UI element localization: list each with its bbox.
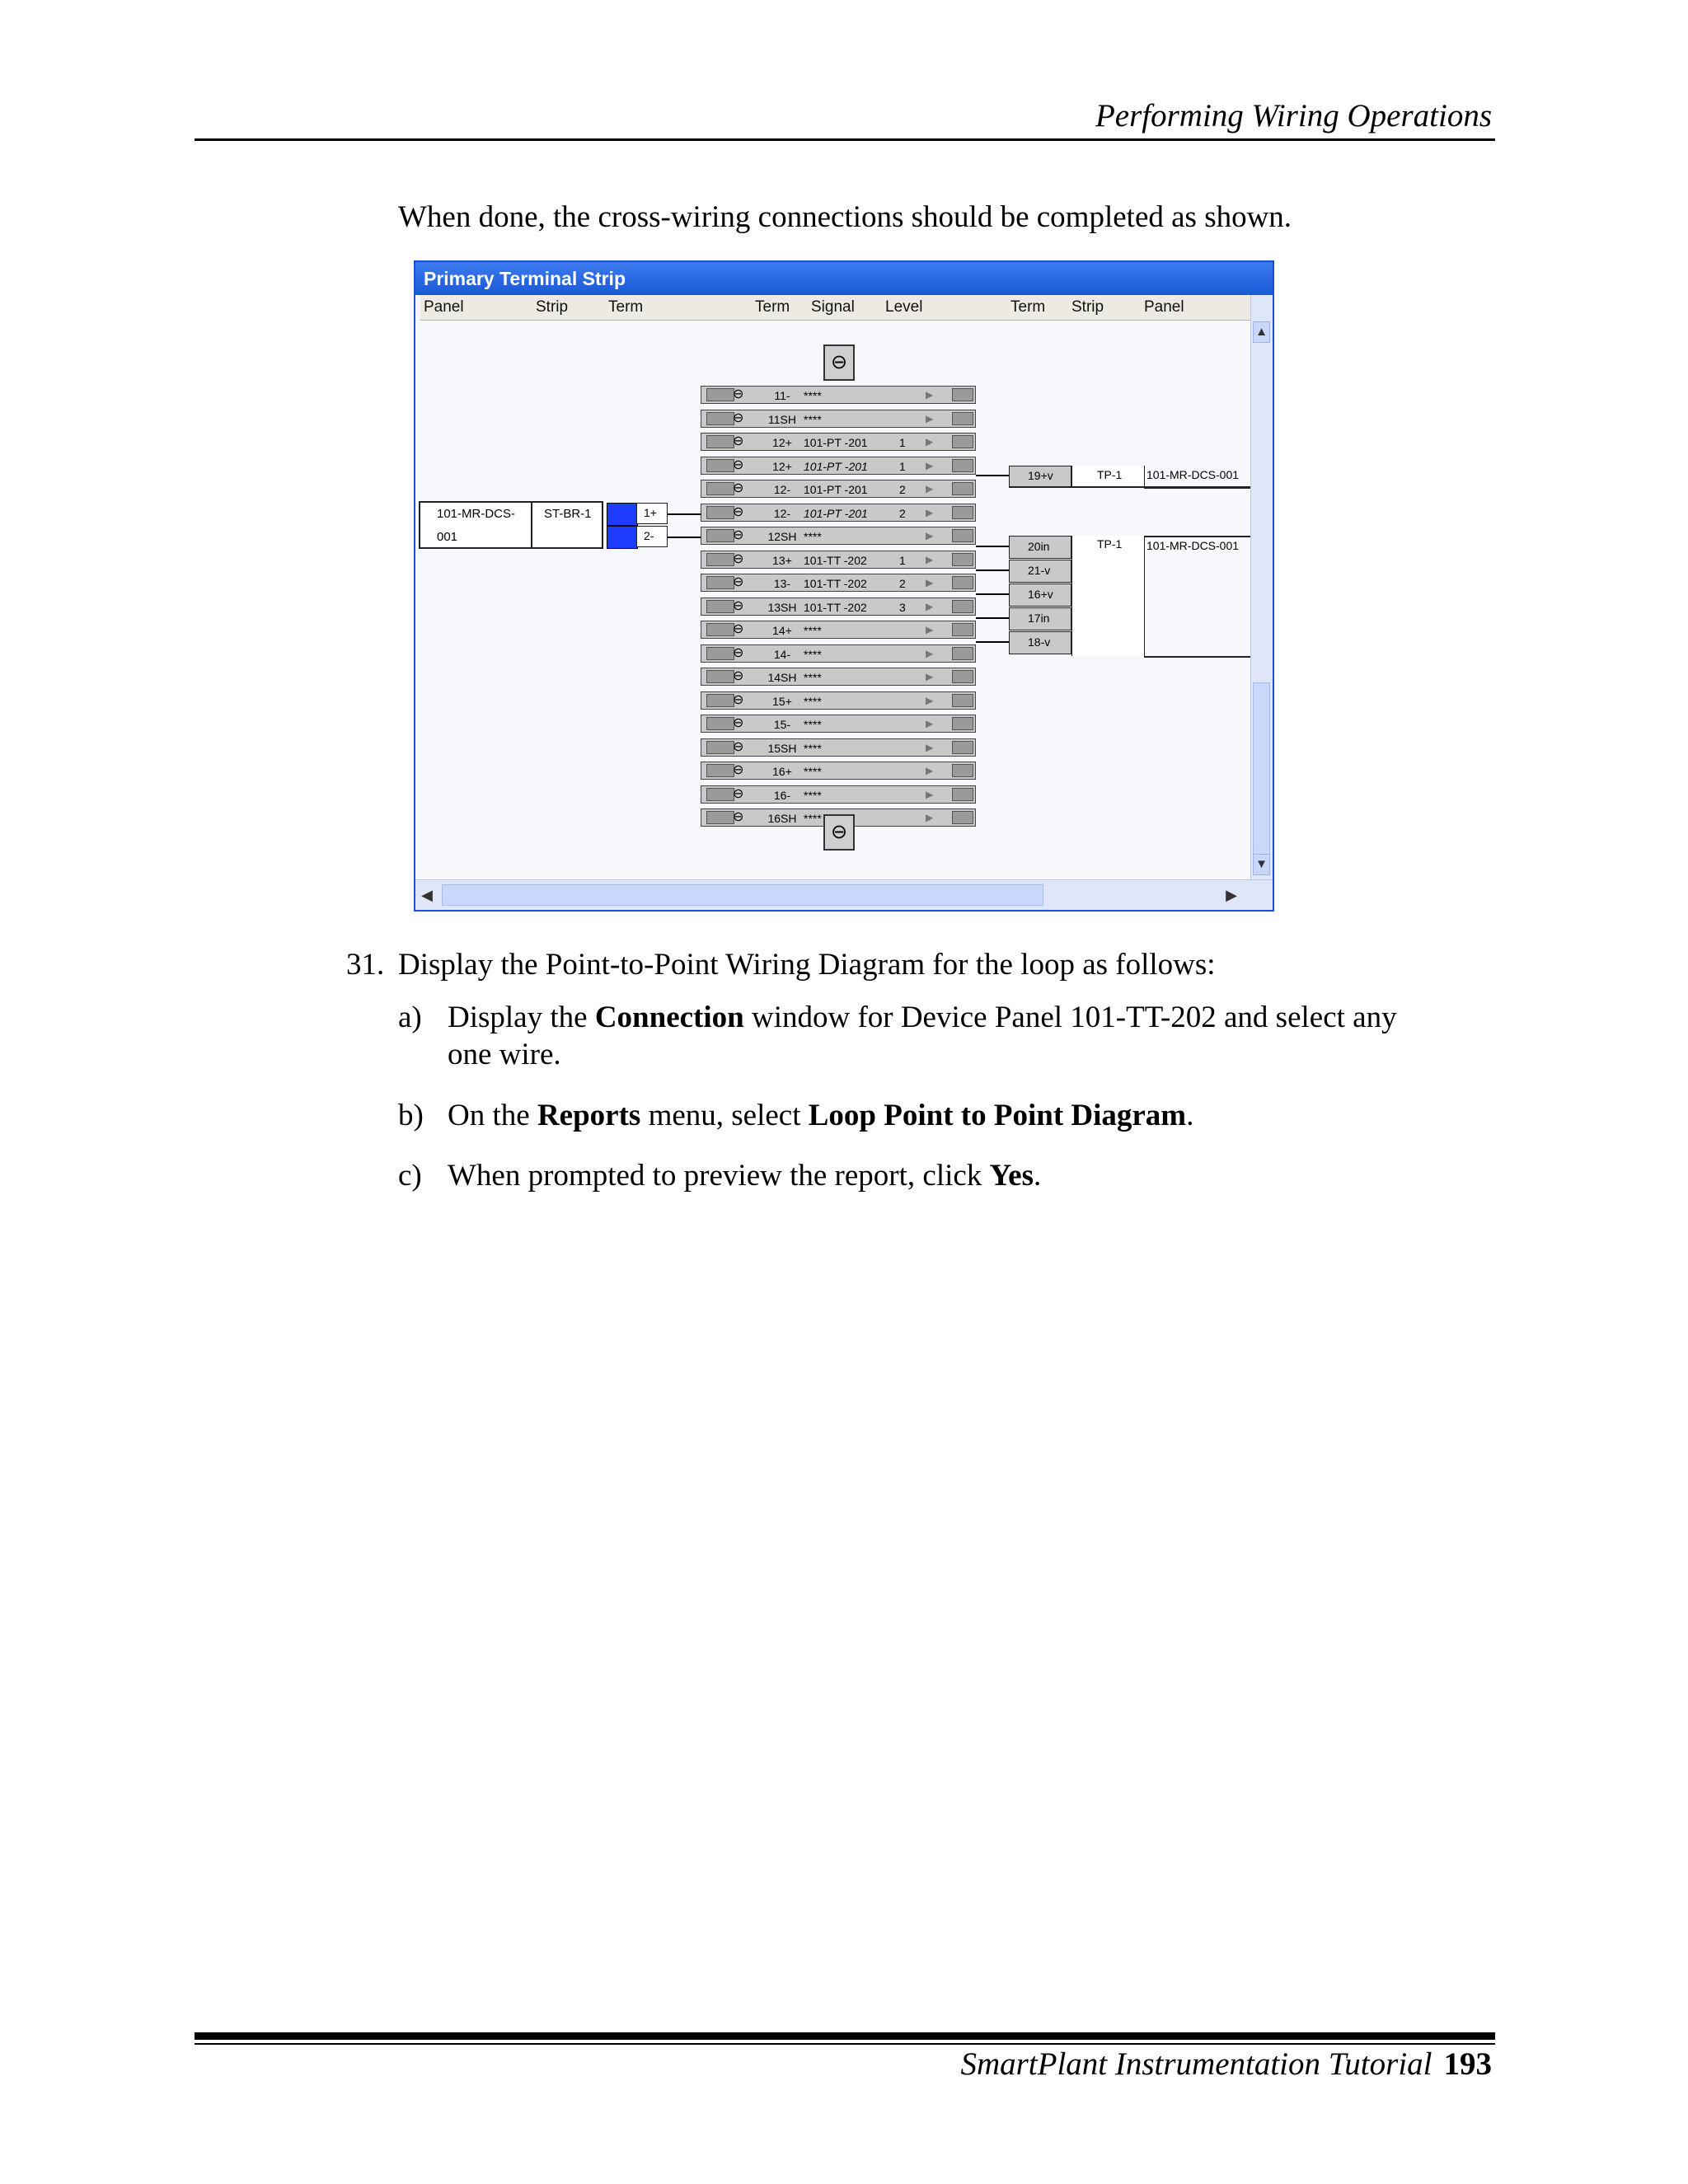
running-header: Performing Wiring Operations bbox=[1095, 98, 1492, 134]
terminal-icon bbox=[952, 600, 973, 613]
arrow-icon: ▶ bbox=[926, 647, 934, 659]
scroll-up-arrow[interactable]: ▲ bbox=[1253, 321, 1270, 343]
terminal-icon bbox=[952, 459, 973, 472]
connector-icon: ⊖ bbox=[733, 387, 744, 401]
arrow-icon: ▶ bbox=[926, 577, 934, 588]
arrow-icon: ▶ bbox=[926, 741, 934, 753]
terminal-icon bbox=[706, 388, 734, 401]
primary-terminal-strip-window bbox=[414, 260, 1274, 912]
strip-row[interactable]: ⊖ 12+ 101-PT -201 1 ▶ bbox=[701, 433, 976, 451]
strip-row[interactable]: ⊖ 15+ **** ▶ bbox=[701, 691, 976, 710]
terminal-icon bbox=[706, 647, 734, 660]
strip-row[interactable]: ⊖ 13+ 101-TT -202 1 ▶ bbox=[701, 551, 976, 569]
terminal-icon bbox=[952, 670, 973, 683]
right-term[interactable]: 18-v bbox=[1009, 631, 1071, 654]
strip-row[interactable]: ⊖ 12+ 101-PT -201 1 ▶ bbox=[701, 457, 976, 475]
right-strip-1: TP-1 bbox=[1097, 468, 1123, 481]
arrow-icon: ▶ bbox=[926, 436, 934, 448]
left-strip-box[interactable] bbox=[531, 501, 603, 549]
left-strip-label: ST-BR-1 bbox=[544, 507, 592, 521]
connector-icon: ⊖ bbox=[733, 739, 744, 754]
terminal-icon bbox=[706, 694, 734, 707]
footer-rule-thin bbox=[195, 2043, 1495, 2045]
terminal-icon bbox=[952, 811, 973, 824]
connector-icon: ⊖ bbox=[733, 716, 744, 730]
wire-left-2[interactable] bbox=[668, 537, 701, 538]
terminal-icon bbox=[952, 623, 973, 636]
col-level[interactable]: Level bbox=[885, 298, 923, 316]
right-panel-2: 101-MR-DCS-001 bbox=[1146, 539, 1240, 552]
col-signal[interactable]: Signal bbox=[811, 298, 855, 316]
footer-rule-thick bbox=[195, 2032, 1495, 2040]
terminal-icon bbox=[706, 811, 734, 824]
connector-icon: ⊖ bbox=[733, 551, 744, 566]
arrow-icon: ▶ bbox=[926, 483, 934, 494]
page-footer bbox=[960, 2046, 1492, 2083]
arrow-icon: ▶ bbox=[926, 718, 934, 729]
strip-row[interactable]: ⊖ 12- 101-PT -201 2 ▶ bbox=[701, 480, 976, 498]
arrow-icon: ▶ bbox=[926, 412, 934, 424]
terminal-icon bbox=[952, 482, 973, 495]
terminal-icon bbox=[952, 412, 973, 425]
strip-row[interactable]: ⊖ 11SH **** ▶ bbox=[701, 410, 976, 428]
col-strip-right[interactable]: Strip bbox=[1071, 298, 1104, 316]
connector-icon: ⊖ bbox=[733, 645, 744, 660]
terminal-icon bbox=[952, 576, 973, 589]
strip-row[interactable]: ⊖ 16- **** ▶ bbox=[701, 785, 976, 804]
connector-icon: ⊖ bbox=[733, 481, 744, 495]
page-number: 193 bbox=[1443, 2046, 1492, 2082]
connector-icon: ⊖ bbox=[733, 457, 744, 472]
left-term-2-selected[interactable] bbox=[607, 526, 638, 549]
connector-icon: ⊖ bbox=[733, 504, 744, 519]
right-term-1[interactable]: 19+v bbox=[1009, 466, 1071, 487]
col-term-left[interactable]: Term bbox=[608, 298, 644, 316]
arrow-icon: ▶ bbox=[926, 600, 934, 612]
connector-icon: ⊖ bbox=[733, 669, 744, 683]
strip-row[interactable]: ⊖ 14SH **** ▶ bbox=[701, 668, 976, 686]
strip-row[interactable]: ⊖ 11- **** ▶ bbox=[701, 386, 976, 404]
footer-title: SmartPlant Instrumentation Tutorial bbox=[960, 2046, 1432, 2082]
strip-row[interactable]: ⊖ 14+ **** ▶ bbox=[701, 621, 976, 639]
terminal-icon bbox=[952, 553, 973, 566]
arrow-icon: ▶ bbox=[926, 788, 934, 800]
connector-icon: ⊖ bbox=[733, 528, 744, 542]
strip-row[interactable]: ⊖ 15SH **** ▶ bbox=[701, 738, 976, 757]
terminal-icon bbox=[706, 764, 734, 777]
strip-row[interactable]: ⊖ 12SH **** ▶ bbox=[701, 527, 976, 545]
terminal-icon bbox=[952, 435, 973, 448]
connector-icon: ⊖ bbox=[733, 622, 744, 636]
substep-b-label: b) bbox=[398, 1099, 424, 1132]
substep-c-text: When prompted to preview the report, click Yes. bbox=[448, 1159, 1042, 1193]
left-term-2[interactable]: 2- bbox=[636, 526, 668, 547]
terminal-icon bbox=[952, 764, 973, 777]
right-strip-2: TP-1 bbox=[1097, 537, 1123, 551]
substep-a-label: a) bbox=[398, 1001, 422, 1034]
wire-right[interactable] bbox=[976, 617, 1009, 619]
horizontal-scrollbar[interactable] bbox=[415, 879, 1273, 910]
connector-icon: ⊖ bbox=[733, 434, 744, 448]
terminal-icon bbox=[706, 741, 734, 754]
terminal-icon bbox=[706, 459, 734, 472]
right-panel-1: 101-MR-DCS-001 bbox=[1146, 468, 1240, 481]
wire-right-1[interactable] bbox=[976, 475, 1009, 476]
terminal-icon bbox=[706, 529, 734, 542]
terminal-icon bbox=[706, 717, 734, 730]
substep-a-line2: one wire. bbox=[448, 1038, 561, 1071]
scroll-right-arrow[interactable]: ▶ bbox=[1226, 887, 1237, 903]
terminal-icon bbox=[952, 529, 973, 542]
wire-left-1[interactable] bbox=[668, 513, 701, 515]
wire-right[interactable] bbox=[976, 569, 1009, 571]
wire-right[interactable] bbox=[976, 546, 1009, 547]
terminal-icon bbox=[706, 576, 734, 589]
strip-row[interactable]: ⊖ 16SH **** ▶ bbox=[701, 808, 976, 827]
right-term[interactable]: 21-v bbox=[1009, 560, 1071, 583]
arrow-icon: ▶ bbox=[926, 812, 934, 823]
arrow-icon: ▶ bbox=[926, 671, 934, 682]
scroll-left-arrow[interactable]: ◀ bbox=[421, 887, 433, 903]
header-rule bbox=[195, 138, 1495, 141]
strip-row[interactable]: ⊖ 15- **** ▶ bbox=[701, 715, 976, 733]
left-term-1-selected[interactable] bbox=[607, 503, 638, 526]
arrow-icon: ▶ bbox=[926, 694, 934, 706]
strip-row[interactable]: ⊖ 13- 101-TT -202 2 ▶ bbox=[701, 574, 976, 592]
wire-right[interactable] bbox=[976, 593, 1009, 595]
column-header-bar bbox=[420, 295, 1253, 321]
step-text: Display the Point-to-Point Wiring Diagram for the loop as follows: bbox=[398, 948, 1216, 982]
window-title: Primary Terminal Strip bbox=[415, 262, 1273, 295]
terminal-icon bbox=[706, 553, 734, 566]
terminal-icon bbox=[952, 694, 973, 707]
right-term[interactable]: 17in bbox=[1009, 607, 1071, 630]
terminal-icon bbox=[952, 788, 973, 801]
col-term-right[interactable]: Term bbox=[1010, 298, 1046, 316]
left-panel-label: 101-MR-DCS-001 bbox=[437, 507, 516, 544]
connector-icon: ⊖ bbox=[733, 410, 744, 425]
terminal-icon bbox=[706, 506, 734, 519]
terminal-icon bbox=[706, 412, 734, 425]
terminal-icon bbox=[706, 600, 734, 613]
terminal-icon bbox=[952, 506, 973, 519]
substep-b-text: On the Reports menu, select Loop Point to Point Diagram. bbox=[448, 1099, 1194, 1132]
col-term-mid[interactable]: Term bbox=[755, 298, 790, 316]
col-strip-left[interactable]: Strip bbox=[536, 298, 569, 316]
strip-row[interactable]: ⊖ 16+ **** ▶ bbox=[701, 762, 976, 780]
arrow-icon: ▶ bbox=[926, 530, 934, 541]
scroll-up-strip-button[interactable]: ⊖ bbox=[823, 344, 855, 381]
terminal-icon bbox=[706, 435, 734, 448]
terminal-icon bbox=[952, 741, 973, 754]
terminal-icon bbox=[952, 717, 973, 730]
connector-icon: ⊖ bbox=[733, 692, 744, 707]
right-term[interactable]: 20in bbox=[1009, 536, 1071, 559]
terminal-icon bbox=[952, 647, 973, 660]
col-panel-right[interactable]: Panel bbox=[1144, 298, 1184, 316]
scroll-down-strip-button[interactable]: ⊖ bbox=[823, 814, 855, 851]
connector-icon: ⊖ bbox=[733, 598, 744, 613]
horizontal-scroll-thumb[interactable] bbox=[442, 884, 1043, 906]
terminal-icon bbox=[706, 788, 734, 801]
arrow-icon: ▶ bbox=[926, 553, 934, 565]
substep-c-label: c) bbox=[398, 1159, 422, 1193]
arrow-icon: ▶ bbox=[926, 624, 934, 635]
left-term-1[interactable]: 1+ bbox=[636, 503, 668, 524]
col-panel-left[interactable]: Panel bbox=[424, 298, 464, 316]
right-term[interactable]: 16+v bbox=[1009, 583, 1071, 607]
intro-paragraph: When done, the cross-wiring connections should be completed as shown. bbox=[398, 200, 1292, 234]
step-number: 31. bbox=[346, 948, 385, 982]
arrow-icon: ▶ bbox=[926, 389, 934, 401]
vertical-scroll-thumb[interactable] bbox=[1253, 682, 1270, 855]
terminal-icon bbox=[706, 482, 734, 495]
wire-right[interactable] bbox=[976, 641, 1009, 643]
terminal-icon bbox=[706, 623, 734, 636]
arrow-icon: ▶ bbox=[926, 506, 934, 518]
terminal-icon bbox=[706, 670, 734, 683]
left-panel-box[interactable] bbox=[419, 501, 532, 549]
terminal-icon bbox=[952, 388, 973, 401]
substep-a-text: Display the Connection window for Device Panel 101-TT-202 and select any bbox=[448, 1001, 1397, 1034]
strip-row[interactable]: ⊖ 12- 101-PT -201 2 ▶ bbox=[701, 504, 976, 522]
strip-row[interactable]: ⊖ 13SH 101-TT -202 3 ▶ bbox=[701, 598, 976, 616]
scroll-down-arrow[interactable]: ▼ bbox=[1253, 854, 1270, 875]
connector-icon: ⊖ bbox=[733, 763, 744, 777]
connector-icon: ⊖ bbox=[733, 810, 744, 824]
arrow-icon: ▶ bbox=[926, 459, 934, 471]
arrow-icon: ▶ bbox=[926, 765, 934, 776]
connector-icon: ⊖ bbox=[733, 786, 744, 801]
connector-icon: ⊖ bbox=[733, 575, 744, 589]
vertical-scrollbar[interactable] bbox=[1250, 295, 1273, 880]
strip-row[interactable]: ⊖ 14- **** ▶ bbox=[701, 644, 976, 663]
